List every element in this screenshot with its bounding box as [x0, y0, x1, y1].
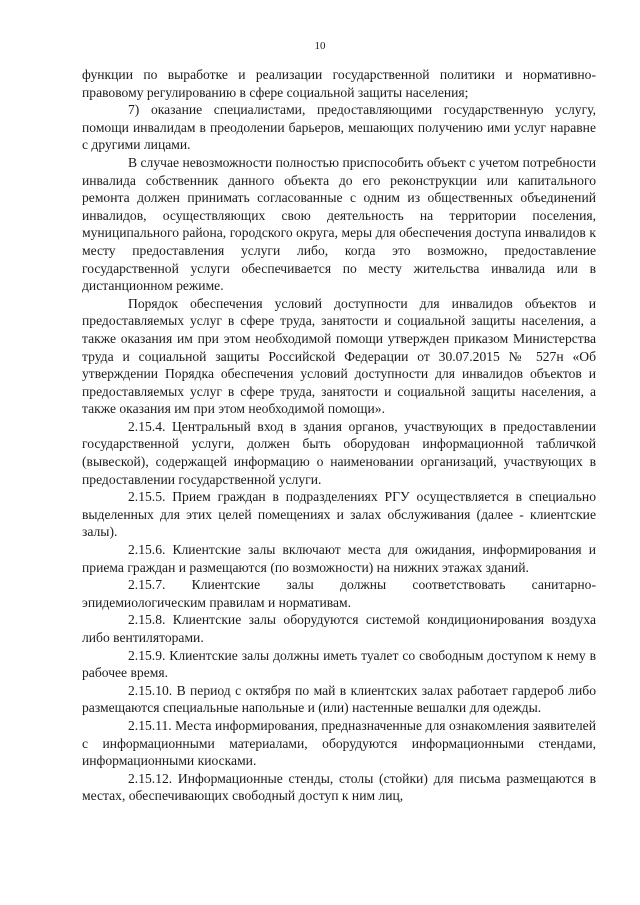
paragraph-item-7: 7) оказание специалистами, предоставляющими государственную услугу, помощи инвалидам в преодолении барьеров, мешающих получению ими услуг наравне с другими лицами. [82, 102, 596, 153]
paragraph-2-15-6: 2.15.6. Клиентские залы включают места для ожидания, информирования и приема граждан и размещаются (по возможности) на нижних этажах зданий. [82, 542, 596, 575]
paragraph-2-15-9: 2.15.9. Клиентские залы должны иметь туалет со свободным доступом к нему в рабочее время. [82, 647, 596, 681]
paragraph-2-15-12: 2.15.12. Информационные стенды, столы (стойки) для письма размещаются в местах, обеспечивающих свободный доступ к ним лиц, [82, 770, 596, 804]
paragraph-2-15-8: 2.15.8. Клиентские залы оборудуются системой кондиционирования воздуха либо вентиляторами. [82, 612, 596, 645]
paragraph-continuation: функции по выработке и реализации государственной политики и нормативно-правовому регулированию в сфере социальной защиты населения; [82, 67, 596, 100]
paragraph-2-15-10: 2.15.10. В период с октября по май в клиентских залах работает гардероб либо размещаются специальные напольные и (или) настенные вешалки для одежды. [82, 682, 596, 716]
paragraph-accessibility-order: Порядок обеспечения условий доступности для инвалидов объектов и предоставляемых услуг в сфере труда, занятости и социальной защиты населения, а также оказания им при этом необходимой помощи утвержден приказом Министерства труда и социальной защиты Российской Федерации от 30.07.2015 № 527н «Об утверждении Порядка обеспечения условий доступности для инвалидов объектов и предоставляемых услуг в сфере труда, занятости и социальной защиты населения, а также оказания им при этом необходимой помощи». [82, 295, 596, 417]
page-number: 10 [314, 40, 326, 52]
paragraph-2-15-5: 2.15.5. Прием граждан в подразделениях РГУ осуществляется в специально выделенных для этих целей помещениях и залах обслуживания (далее - клиентские залы). [82, 489, 596, 540]
paragraph-impossibility: В случае невозможности полностью приспособить объект с учетом потребности инвалида собственник данного объекта до его реконструкции или капитального ремонта должен принимать согласованные с одним из общественных объединений инвалидов, осуществляющих свою деятельность на территории поселения, муниципального района, городского округа, меры для обеспечения доступа инвалидов к месту предоставления услуги либо, когда это возможно, предоставление государственной услуги обеспечивается по месту жительства инвалида или в дистанционном режиме. [82, 154, 596, 294]
paragraph-2-15-4: 2.15.4. Центральный вход в здания органов, участвующих в предоставлении государственной услуги, должен быть оборудован информационной табличкой (вывеской), содержащей информацию о наименовании организаций, участвующих в предоставлении государственной услуги. [82, 418, 596, 487]
paragraph-2-15-11: 2.15.11. Места информирования, предназначенные для ознакомления заявителей с информационными материалами, оборудуются информационными стендами, информационными киосками. [82, 717, 596, 769]
paragraph-2-15-7: 2.15.7. Клиентские залы должны соответствовать санитарно-эпидемиологическим правилам и нормативам. [82, 577, 596, 610]
document-body [82, 66, 596, 805]
